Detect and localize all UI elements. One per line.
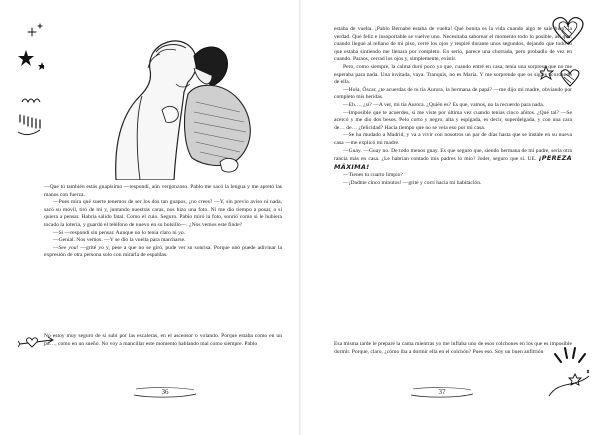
paragraph: Esa misma tarde le preparé la cama mientras yo me inflaba uno de esos colchones en los que es imposible dormir. Porque, claro, ¿cómo iba a dormir ella en el colchón? Pues eso. Soy un buen anfitrión bbox=[334, 341, 572, 355]
paragraph: No estoy muy seguro de si subí por las escaleras, en el ascensor o volando. Porque estaba como en un pu…, como en un sueño. No voy a mancillar este momento hablando mal como siempre. Pablo bbox=[44, 333, 282, 347]
paragraph: Pero, como siempre, la calma duró poco ya que, cuando entré en casa, tenía una sorpresa que no me esperaba para nada. Una invitada, vaya. Tranquis, no es María. Y me sorprende que os sigáis acordando de ella. bbox=[334, 63, 572, 86]
dialogue-line: —Y se dio la vuelta para marcharse. bbox=[104, 237, 186, 244]
dialogue-line: —Genial. Nos vemos. bbox=[53, 237, 103, 244]
page-number-left bbox=[130, 385, 200, 399]
left-page-text-lower bbox=[44, 333, 282, 348]
paragraph: —See you! —grité yo y, pese a que no se giró, pude ver su sonrisa. Porque uno puede adivinar la expresión de otra persona solo con mirarla de espaldas. bbox=[44, 244, 282, 259]
couple-kissing-illustration bbox=[44, 22, 282, 180]
right-page-text-lower bbox=[334, 341, 572, 356]
paragraph: —Se ha mudado a Madrid, y va a vivir con nosotros un par de días hasta que se instale en su nueva casa —me explicó mi madre. bbox=[334, 132, 572, 146]
see-you-rest: —grité yo y, pese a que no se giró, pude ver su sonrisa. Porque uno puede adivinar la expresión de otra persona solo con mirarla de espaldas. bbox=[44, 244, 282, 259]
page-number-right bbox=[407, 385, 477, 399]
paragraph: —Sí —respondí sin pensar. Aunque no lo tenía claro ni yo. bbox=[53, 229, 186, 236]
paragraph: estaba de vuelta. ¡Pablo Bernabé estaba de vuelta! Qué bonita es la vida cuando algo te sale bien, la verdad. Qué feliz e insoportable se vuelve uno. Necesitaba saborear el momento todo lo posible, así que, cuando llegué al rellano de mi piso, cerré los ojos y respiré durante unos segundos, dejando que todo lo que estaba sintiendo me llenara por completo. En serio, parece una chorrada, pero probadlo de vez en cuando. Paraos, cerrad los ojos y, simplemente, existir. bbox=[334, 26, 572, 63]
paragraph: —Tienes tu cuarto limpio? bbox=[343, 172, 403, 179]
page-number-text: 37 bbox=[438, 388, 446, 396]
see-you-quote: See you! bbox=[58, 244, 79, 251]
paragraph bbox=[44, 237, 282, 245]
paragraph: —¡Dadme cinco minutos! —grité y corrí hacia mi habitación. bbox=[343, 179, 482, 186]
paragraph: —Que tú también estás guapísimo —respondí, aún vergonzoso. Pablo me sacó la lengua y me apretó las manos con fuerza. bbox=[44, 184, 282, 198]
paragraph bbox=[334, 148, 572, 173]
paragraph: —Eh…, ¿sí? —A ver, mi tía Aurora. ¿Quién es? Es que, vamos, no la recuerdo para nada. bbox=[343, 101, 545, 108]
paragraph: —Hola, Óscar, ¿te acuerdas de tu tía Aurora, la hermana de papá? —me dijo mi madre, obviando por completo mis heridas. bbox=[334, 86, 572, 101]
pereza-maxima-shout: ¡PEREZA MÁXIMA! bbox=[334, 154, 572, 171]
page-number-text: 36 bbox=[161, 388, 169, 396]
paragraph: —Pues mira qué suerte tenemos de ser los dos tan guapos, ¿no crees? —Y, sin previo aviso ni nada, sacó su móvil, tiró de mí y, juntando nuestras caras, nos hizo una foto. Ni me dio tiempo a posar, o si quiera a pensar. Habría salido fatal. Como el culo. Seguro. Pablo miró la foto, sonrió como si le hubiera tocado la lotería, y guardó el teléfono de nuevo en su bolsillo—. ¿Nos vemos este finde? bbox=[44, 199, 282, 228]
paragraph: —Imposible que te acuerdes, si me viste por última vez cuando tenías cinco añitos. ¿Qué tal? —Se acercó y me dio dos besos. Pelo corto y negro, alta y espigada, es decir, superdelgada, y con una cara de… de… ¿felicidad? Hacía tiempo que no se veía eso por mi casa. bbox=[334, 109, 572, 131]
right-page-text-upper bbox=[334, 26, 572, 187]
left-page-text-upper bbox=[44, 184, 282, 260]
paragraph-text: —Guay. —Guay no. De todo menos guay. Es que seguro que, siendo hermana de mi padre, sería otra rancia más en casa. ¿Le habrían contado mis padres lo mío? Joder, seguro que sí. UE. bbox=[334, 147, 572, 163]
book-gutter bbox=[299, 0, 301, 435]
